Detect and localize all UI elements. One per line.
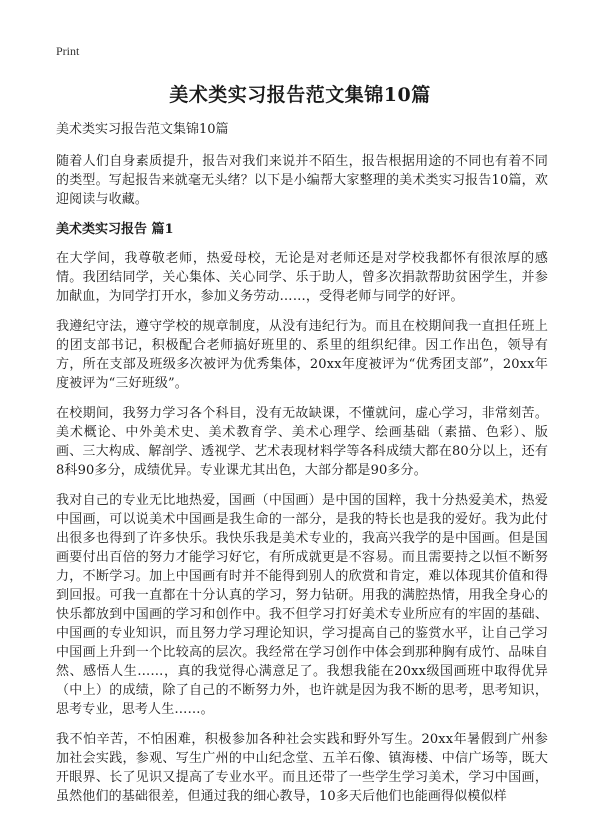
page-title: 美术类实习报告范文集锦10篇 — [169, 84, 431, 106]
print-link[interactable]: Print — [56, 44, 80, 58]
body-paragraph: 在校期间，我努力学习各个科目，没有无故缺课，不懂就问，虚心学习，非常刻苦。美术概论、中外美术史、美术教育学、美术心理学、绘画基础（素描、色彩）、版画、三大构成、解剖学、透视学、艺术表现材料学等各科成绩大都在80分以上，还有8科90多分，成绩优异。专业课尤其出色，大部分都是90多分。 — [56, 406, 548, 478]
document-subtitle: 美术类实习报告范文集锦10篇 — [56, 122, 229, 137]
section-heading: 美术类实习报告 篇1 — [56, 222, 174, 237]
document-body — [56, 120, 548, 817]
body-paragraph: 我遵纪守法，遵守学校的规章制度，从没有违纪行为。而且在校期间我一直担任班上的团支部书记，积极配合老师搞好班里的、系里的组织纪律。因工作出色，领导有方，所在支部及班级多次被评为优秀集体，20xx年度被评为“优秀团支部”，20xx年度被评为“三好班级”。 — [56, 319, 548, 391]
body-paragraph: 我对自己的专业无比地热爱，国画（中国画）是中国的国粹，我十分热爱美术，热爱中国画，可以说美术中国画是我生命的一部分，是我的特长也是我的爱好。我为此付出很多也得到了许多快乐。我快乐我是美术专业的，我高兴我学的是中国画。但是国画要付出百倍的努力才能学习好它，有所成就更是不容易。而且需要持之以恒不断努力，不断学习。加上中国画有时并不能得到别人的欣赏和肯定，难以体现其价值和得到回报。可我一直都在十分认真的学习，努力钻研。用我的满腔热情，用我全身心的快乐都放到中国画的学习和创作中。我不但学习打好美术专业所应有的牢固的基础、中国画的专业知识，而且努力学习理论知识，学习提高自己的鉴赏水平，让自己学习中国画上升到一个比较高的层次。我经常在学习创作中体会到那种胸有成竹、品味自然、感悟人生……，真的我觉得心满意足了。我想我能在20xx级国画班中取得优异（中上）的成绩，除了自己的不断努力外，也许就是因为我不断的思考，思考知识，思考专业，思考人生……。 — [56, 493, 548, 717]
body-paragraph: 在大学间，我尊敬老师，热爱母校，无论是对老师还是对学校我都怀有很浓厚的感情。我团结同学，关心集体、关心同学、乐于助人，曾多次捐款帮助贫困学生，并参加献血，为同学打开水，参加义务劳动……，受得老师与同学的好评。 — [56, 251, 548, 304]
body-paragraph: 我不怕辛苦，不怕困难，积极参加各种社会实践和野外写生。20xx年暑假到广州参加社会实践，参观、写生广州的中山纪念堂、五羊石像、镇海楼、中信广场等，既大开眼界、长了见识又提高了专业水平。而且还带了一些学生学习美术，学习中国画，虽然他们的基础很差，但通过我的细心教导，10多天后他们也能画得似模似样 — [56, 732, 548, 804]
intro-paragraph: 随着人们自身素质提升，报告对我们来说并不陌生，报告根据用途的不同也有着不同的类型。写起报告来就毫无头绪？以下是小编帮大家整理的美术类实习报告10篇，欢迎阅读与收藏。 — [56, 154, 548, 207]
